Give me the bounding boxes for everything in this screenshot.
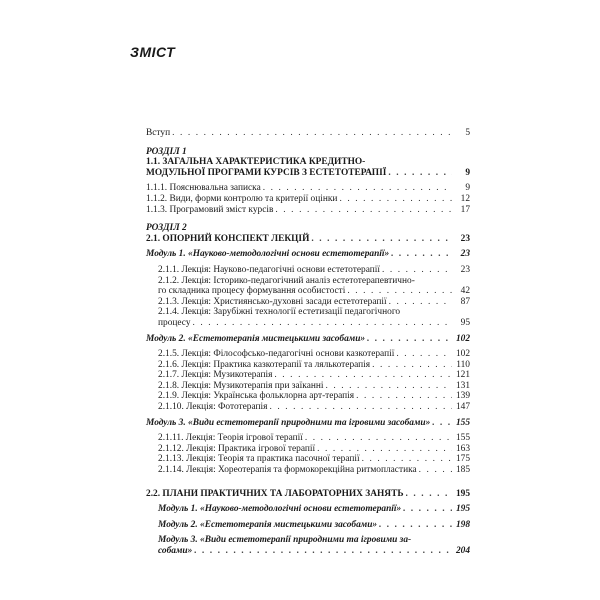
toc-entry-2-1-12[interactable] — [146, 444, 470, 455]
leader-dots — [172, 128, 452, 139]
toc-module-2[interactable] — [146, 334, 470, 345]
toc-entry-2-1-10[interactable] — [146, 402, 470, 413]
leader-dots — [362, 454, 452, 465]
toc-entry-2-1-3[interactable] — [146, 297, 470, 308]
toc-entry-text: 2.1.6. Лекція: Практика казкотерапії та лялькотерапія — [158, 359, 371, 370]
toc-entry-2-1[interactable] — [146, 234, 470, 245]
section-heading-1: РОЗДІЛ 1 — [146, 146, 187, 157]
section-heading-2: РОЗДІЛ 2 — [146, 223, 187, 234]
toc-entry-text: го складника процесу формування особистості — [158, 286, 346, 297]
leader-dots — [356, 391, 452, 402]
toc-entry-text: 2.1.10. Лекція: Фототерапія — [158, 402, 268, 413]
toc-entry-text: 2.1.7. Лекція: Музикотерапія — [158, 370, 273, 381]
toc-module-3[interactable] — [146, 418, 470, 429]
toc-entry-text: Модуль 2. «Естетотерапія мистецькими засобами» — [146, 333, 366, 344]
toc-page-number: 110 — [456, 359, 470, 370]
toc-entry-2-1-4-line1[interactable]: 2.1.4. Лекція: Зарубіжні технології естетизації педагогічного — [158, 307, 401, 318]
leader-dots — [311, 234, 452, 245]
toc-page-number: 204 — [455, 546, 470, 556]
toc-page-number: 102 — [455, 333, 470, 344]
toc-entry-text: Модуль 3. «Види естетотерапії природними та ігровими засобами» — [146, 417, 431, 428]
toc-entry-text: Модуль 2. «Естетотерапія мистецькими засобами» — [158, 519, 378, 530]
toc-entry-text: Модуль 1. «Науково-методологічні основи естетотерапії» — [158, 504, 402, 515]
leader-dots — [396, 349, 452, 360]
leader-dots — [263, 183, 452, 194]
toc-entry-1-1[interactable] — [146, 168, 470, 179]
toc-entry-2-1-9[interactable] — [146, 391, 470, 402]
toc-practice-module-1[interactable] — [146, 504, 470, 515]
toc-entry-2-1-7[interactable] — [146, 370, 470, 381]
leader-dots — [388, 168, 452, 179]
toc-page-number: 9 — [465, 183, 470, 194]
toc-entry-1-1-line1[interactable]: 1.1. ЗАГАЛЬНА ХАРАКТЕРИСТИКА КРЕДИТНО- — [146, 157, 366, 168]
toc-entry-text: 2.1.13. Лекція: Теорія та практика пасочної терапії — [158, 454, 360, 465]
leader-dots — [326, 381, 453, 392]
toc-entry-2-1-11[interactable] — [146, 433, 470, 444]
toc-entry-text: 2.1.14. Лекція: Хореотерапія та формокорекційна ритмопластика — [158, 465, 417, 476]
toc-entry-text: Модуль 1. «Науково-методологічні основи естетотерапії» — [146, 249, 390, 260]
toc-page-number: 198 — [455, 519, 470, 530]
toc-entry-text: процесу — [158, 317, 191, 328]
toc-page-number: 95 — [460, 317, 470, 328]
toc-entry-text: 2.1. ОПОРНИЙ КОНСПЕКТ ЛЕКЦІЙ — [146, 233, 310, 244]
toc-page-number: 9 — [465, 167, 470, 178]
leader-dots — [193, 318, 452, 329]
toc-entry-1-1-2[interactable] — [146, 194, 470, 205]
leader-dots — [389, 297, 452, 308]
toc-entry-2-2[interactable] — [146, 489, 470, 500]
toc-entry-text: Вступ — [146, 128, 171, 138]
leader-dots — [391, 249, 452, 260]
table-of-contents — [146, 128, 470, 557]
leader-dots — [339, 194, 452, 205]
toc-page-number: 163 — [455, 443, 470, 454]
leader-dots — [317, 444, 452, 455]
toc-entry-2-1-5[interactable] — [146, 349, 470, 360]
toc-entry-2-1-2-line1[interactable]: 2.1.2. Лекція: Історико-педагогічний аналіз естетотерапевтично- — [158, 275, 415, 286]
leader-dots — [372, 360, 452, 371]
toc-page-number: 12 — [460, 193, 470, 204]
toc-page-number: 17 — [460, 204, 470, 215]
toc-entry-text: 2.1.9. Лекція: Українська фольклорна арт-терапія — [158, 391, 355, 402]
leader-dots — [367, 334, 452, 345]
toc-entry-text: 2.1.3. Лекція: Християнсько-духовні засади естетотерапії — [158, 296, 387, 307]
toc-entry-2-1-14[interactable] — [146, 465, 470, 476]
toc-page-number: 147 — [455, 402, 470, 413]
toc-page-number: 23 — [460, 233, 470, 244]
leader-dots — [269, 402, 452, 413]
toc-practice-module-3[interactable] — [146, 546, 470, 557]
toc-entry-2-1-1[interactable] — [146, 265, 470, 276]
toc-entry-1-1-3[interactable] — [146, 205, 470, 216]
toc-entry-text: 2.1.12. Лекція: Практика ігрової терапії — [158, 443, 316, 454]
toc-entry-text: 1.1.3. Програмовий зміст курсів — [146, 204, 274, 215]
toc-entry-2-1-8[interactable] — [146, 381, 470, 392]
leader-dots — [274, 370, 452, 381]
leader-dots — [305, 433, 452, 444]
toc-entry-2-1-4[interactable] — [146, 318, 470, 329]
toc-entry-text: 2.2. ПЛАНИ ПРАКТИЧНИХ ТА ЛАБОРАТОРНИХ ЗАНЯТЬ — [146, 488, 404, 499]
toc-entry-text: собами» — [158, 546, 193, 556]
toc-entry-text: 1.1.2. Види, форми контролю та критерії оцінки — [146, 193, 338, 204]
toc-entry-text: 2.1.5. Лекція: Філософсько-педагогічні основи казкотерапії — [158, 349, 395, 360]
leader-dots — [406, 489, 452, 500]
toc-entry-intro[interactable] — [146, 128, 470, 139]
toc-page-number: 87 — [460, 296, 470, 307]
leader-dots — [419, 465, 452, 476]
toc-page-number: 175 — [455, 454, 470, 465]
toc-page-number: 155 — [455, 417, 470, 428]
toc-page-number: 139 — [455, 391, 470, 402]
toc-entry-text: 2.1.11. Лекція: Теорія ігрової терапії — [158, 433, 303, 444]
leader-dots — [347, 286, 452, 297]
toc-entry-text: МОДУЛЬНОЇ ПРОГРАМИ КУРСІВ З ЕСТЕТОТЕРАПІЇ — [146, 167, 387, 178]
toc-entry-2-1-13[interactable] — [146, 454, 470, 465]
toc-page-number: 23 — [460, 249, 470, 260]
leader-dots — [379, 520, 452, 531]
toc-entry-2-1-6[interactable] — [146, 360, 470, 371]
toc-module-1[interactable] — [146, 249, 470, 260]
toc-page-number: 5 — [465, 128, 470, 138]
leader-dots — [275, 205, 452, 216]
toc-entry-2-1-2[interactable] — [146, 286, 470, 297]
toc-entry-1-1-1[interactable] — [146, 183, 470, 194]
leader-dots — [194, 546, 452, 557]
toc-entry-text: 1.1.1. Пояснювальна записка — [146, 183, 261, 194]
toc-page-number: 185 — [455, 465, 470, 476]
toc-page-number: 42 — [460, 286, 470, 297]
toc-page-number: 195 — [455, 488, 470, 499]
toc-page-number: 195 — [455, 504, 470, 515]
toc-entry-text: 2.1.8. Лекція: Музикотерапія при заїканні — [158, 380, 324, 391]
toc-entry-text: 2.1.1. Лекція: Науково-педагогічні основи естетотерапії — [158, 264, 380, 275]
toc-page-number: 131 — [455, 380, 470, 391]
toc-practice-module-3-line1[interactable]: Модуль 3. «Види естетотерапії природними та ігровими за- — [158, 535, 412, 546]
page-title: ЗМІСТ — [130, 44, 176, 60]
toc-page-number: 121 — [455, 370, 470, 381]
leader-dots — [403, 504, 452, 515]
toc-page-number: 23 — [460, 264, 470, 275]
leader-dots — [432, 418, 452, 429]
toc-page-number: 155 — [455, 433, 470, 444]
toc-page-number: 102 — [455, 349, 470, 360]
leader-dots — [382, 265, 452, 276]
toc-practice-module-2[interactable] — [146, 520, 470, 531]
